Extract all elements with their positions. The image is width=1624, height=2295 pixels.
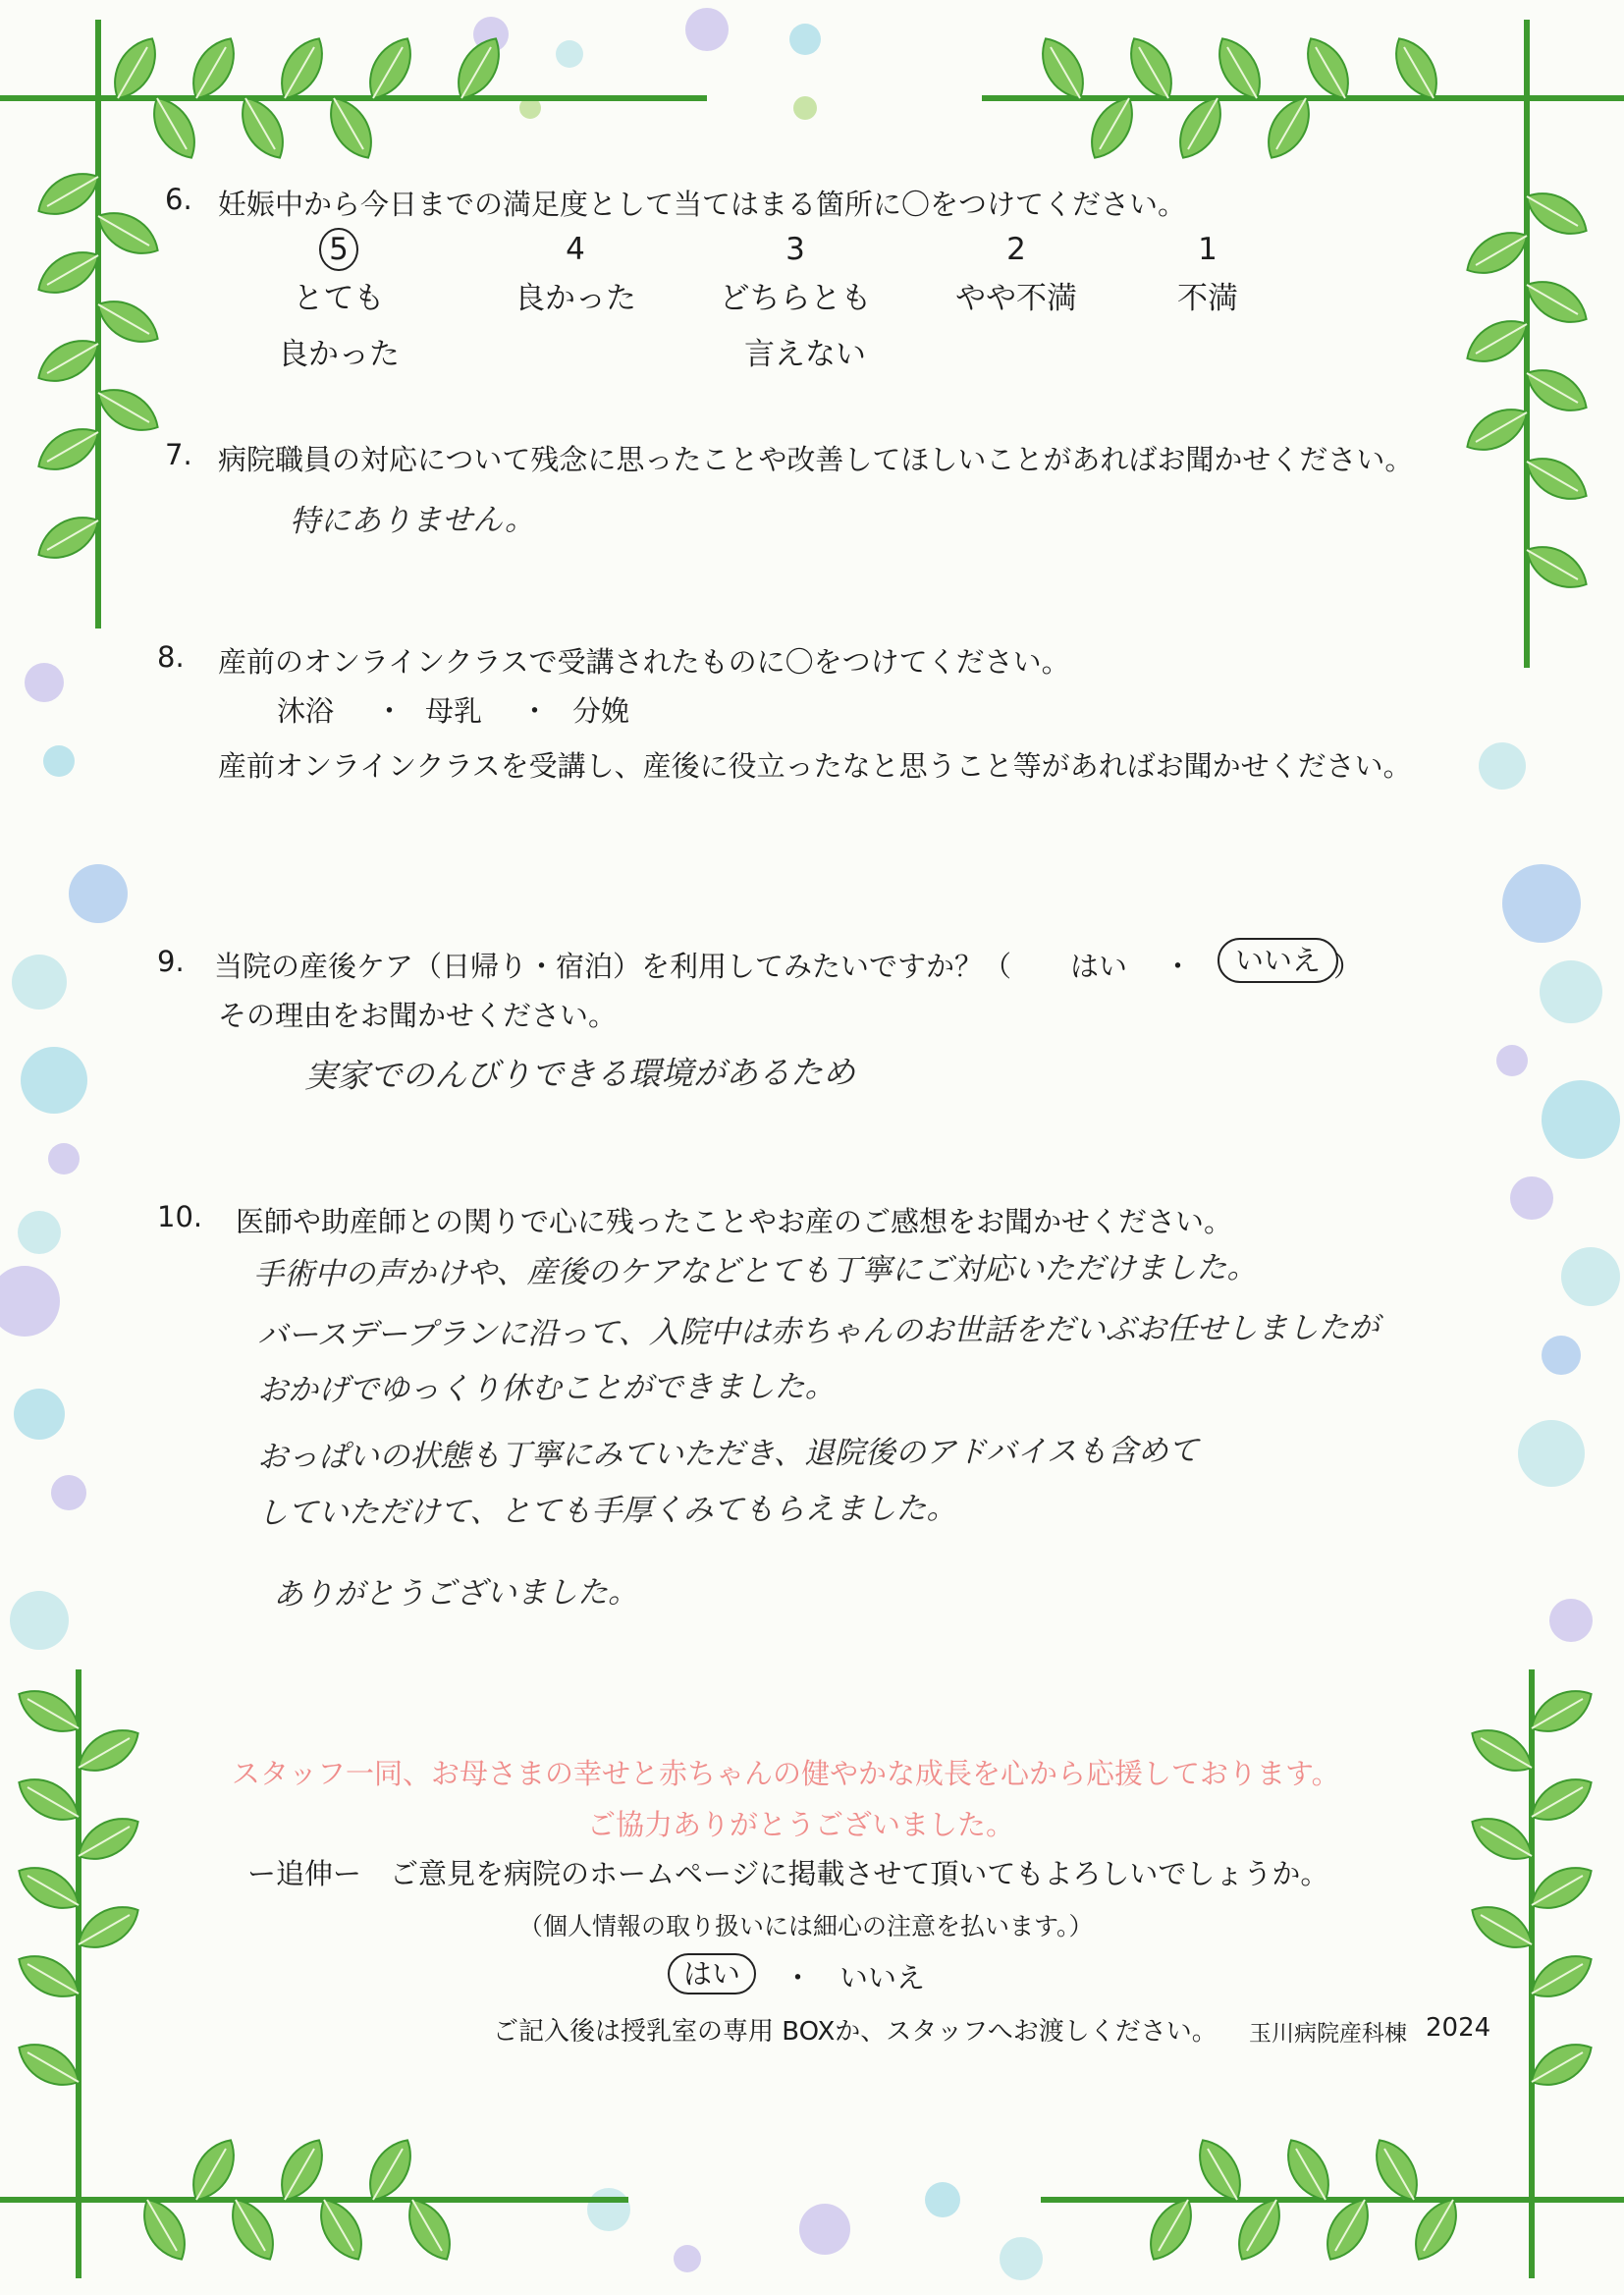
q9-no-option[interactable] (1218, 939, 1338, 979)
q9-close-paren: ） (1333, 950, 1363, 983)
q10-answer-line: ありがとうございました。 (272, 1574, 639, 1612)
q7-question: 病院職員の対応について残念に思ったことや改善してほしいことがあればお聞かせください。 (218, 443, 1414, 476)
q6-option-num: 4 (566, 232, 585, 267)
q6-option-line2: 言えない (744, 337, 866, 372)
q9-yes-option[interactable]: はい (1070, 950, 1128, 983)
q6-option-5[interactable] (241, 232, 437, 373)
leaf-corner-top-right (982, 20, 1624, 668)
q9-no-label: いいえ (1218, 938, 1338, 983)
q8-separator: ・ (520, 694, 550, 728)
q6-option-1[interactable] (1110, 232, 1306, 317)
footer-thanks: ご協力ありがとうございました。 (587, 1808, 1015, 1841)
q6-option-4[interactable] (477, 232, 674, 317)
footer-message: スタッフ一同、お母さまの幸せと赤ちゃんの健やかな成長を心から応援しております。 (232, 1757, 1340, 1790)
q10-answer-line: おかげでゆっくり休むことができました。 (256, 1368, 836, 1408)
q9-separator: ・ (1164, 950, 1193, 983)
q8-question-2: 産前オンラインクラスを受講し、産後に役立ったなと思うこと等があればお聞かせください。 (218, 749, 1412, 783)
q7-number: 7. (165, 438, 192, 471)
q6-option-2[interactable] (918, 232, 1114, 317)
q10-question: 医師や助産師との関りで心に残ったことやお産のご感想をお聞かせください。 (236, 1205, 1233, 1238)
q8-option-bonyu[interactable]: 母乳 (425, 694, 483, 728)
q8-separator: ・ (375, 694, 405, 728)
q7-answer[interactable]: 特にありません。 (289, 502, 536, 539)
footer-separator: ・ (784, 1961, 813, 1994)
q6-number: 6. (165, 183, 192, 216)
q10-answer-line: 手術中の声かけや、産後のケアなどとても丁寧にご対応いただけました。 (252, 1249, 1258, 1292)
footer-yes-label: はい (668, 1953, 756, 1994)
q6-option-line1: 不満 (1177, 281, 1238, 316)
q6-option-line1: やや不満 (955, 281, 1077, 316)
footer-no-option[interactable]: いいえ (839, 1961, 926, 1994)
q8-option-bunben[interactable]: 分娩 (572, 694, 630, 728)
footer-postscript: ー追伸ー ご意見を病院のホームページに掲載させて頂いてもよろしいでしょうか。 (247, 1857, 1329, 1890)
q6-question: 妊娠中から今日までの満足度として当てはまる箇所に〇をつけてください。 (218, 188, 1187, 221)
q10-answer-line: バースデープランに沿って、入院中は赤ちゃんのお世話をだいぶお任せしましたが (256, 1310, 1380, 1353)
footer-org-name: 玉川病院産科棟 (1249, 2021, 1407, 2047)
q8-question: 産前のオンラインクラスで受講されたものに〇をつけてください。 (218, 645, 1070, 679)
q10-number: 10. (157, 1200, 203, 1233)
footer-yes-option[interactable] (668, 1952, 756, 1993)
q6-option-num: 1 (1198, 232, 1218, 267)
footer-instruction: ご記入後は授乳室の専用 BOXか、スタッフへお渡しください。 (493, 2017, 1218, 2047)
q10-answer-line: していただけて、とても手厚くみてもらえました。 (256, 1491, 957, 1531)
q6-option-3[interactable] (697, 232, 893, 373)
q9-answer[interactable]: 実家でのんびりできる環境があるため (303, 1053, 856, 1095)
q9-number: 9. (157, 945, 185, 978)
q6-option-line1: どちらとも (719, 281, 872, 316)
q6-option-num: 5 (319, 228, 358, 271)
q10-answer-line: おっぱいの状態も丁寧にみていただき、退院後のアドバイスも含めて (256, 1433, 1199, 1475)
q6-option-num: 2 (1006, 232, 1026, 267)
q6-option-line1: 良かった (514, 281, 636, 316)
q6-option-line2: 良かった (278, 337, 400, 372)
q9-question-2: その理由をお聞かせください。 (218, 999, 618, 1032)
q9-question: 当院の産後ケア（日帰り・宿泊）を利用してみたいですか？（ (214, 950, 1012, 983)
q6-option-num: 3 (785, 232, 805, 267)
footer-privacy-note: （個人情報の取り扱いには細心の注意を払います。） (518, 1912, 1094, 1940)
q8-option-mokuyoku[interactable]: 沐浴 (277, 694, 335, 728)
q8-number: 8. (157, 640, 185, 674)
footer-year: 2024 (1426, 2013, 1491, 2043)
q6-option-line1: とても (293, 281, 385, 316)
